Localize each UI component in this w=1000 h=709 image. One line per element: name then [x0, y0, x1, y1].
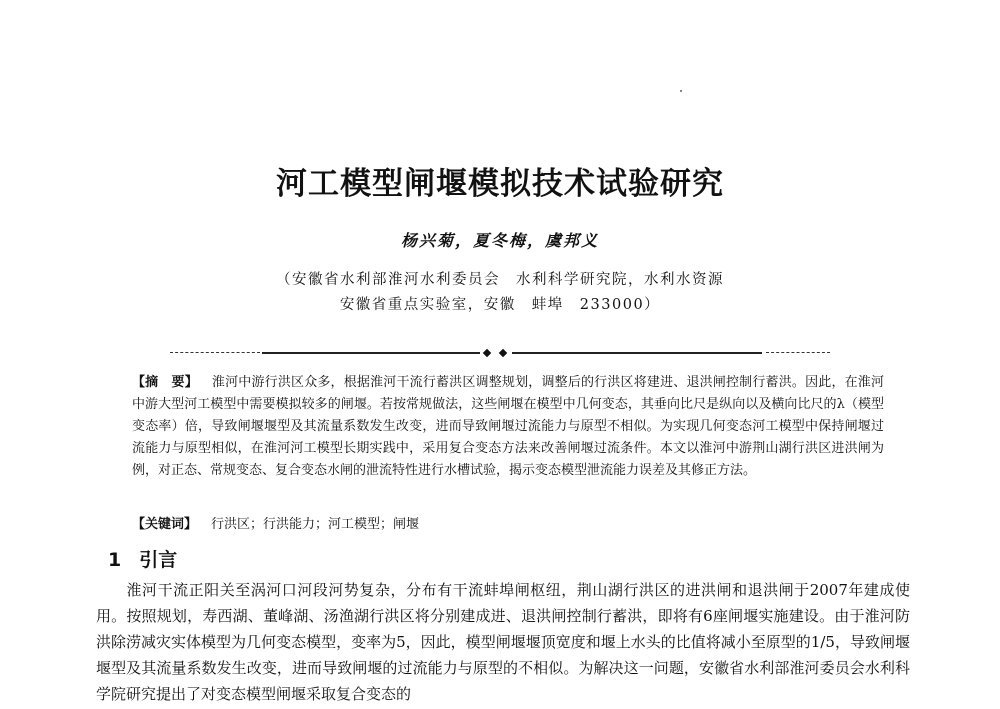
section-number: 1 [108, 549, 122, 571]
abstract-text: 淮河中游行洪区众多，根据淮河干流行蓄洪区调整规划，调整后的行洪区将建进、退洪闸控制行蓄洪。因此，在淮河中游大型河工模型中需要模拟较多的闸堰。若按常规做法，这些闸堰在模型中几何变态，其垂向比尺是纵向以及横向比尺的λ（模型变态率）倍，导致闸堰堰型及其流量系数发生改变，进而导致闸堰过流能力与原型不相似。为实现几何变态河工模型中保持闸堰过流能力与原型相似，在淮河河工模型长期实践中，采用复合变态方法来改善闸堰过流条件。本文以淮河中游荆山湖行洪区进洪闸为例，对正态、常规变态、复合变态水闸的泄流特性进行水槽试验，揭示变态模型泄流能力误差及其修正方法。 [132, 375, 884, 478]
affiliation-line-2: 安徽省重点实验室，安徽 蚌埠 233000） [339, 297, 661, 313]
abstract [132, 372, 884, 482]
ornamental-divider [170, 350, 830, 356]
affiliation-line-1: （安徽省水利部淮河水利委员会 水利科学研究院，水利水资源 [276, 272, 724, 288]
section-title: 引言 [139, 549, 178, 571]
section-heading [108, 545, 177, 572]
body-paragraph [96, 577, 910, 707]
keywords-label: 【关键词】 [132, 517, 198, 532]
paper-title: 河工模型闸堰模拟技术试验研究 [276, 166, 724, 202]
keywords [132, 514, 884, 536]
body-paragraph-text: 淮河干流正阳关至涡河口河段河势复杂，分布有干流蚌埠闸枢纽，荆山湖行洪区的进洪闸和退洪闸于2007年建成使用。按照规划，寿西湖、董峰湖、汤渔湖行洪区将分别建成进、退洪闸控制行蓄洪，即将有6座闸堰实施建设。由于淮河防洪除涝减灾实体模型为几何变态模型，变率为5，因此，模型闸堰堰顶宽度和堰上水头的比值将减小至原型的1/5，导致闸堰堰型及其流量系数发生改变，进而导致闸堰的过流能力与原型的不相似。为解决这一问题，安徽省水利部淮河委员会水利科学院研究提出了对变态模型闸堰采取复合变态的 [96, 581, 910, 703]
keywords-text: 行洪区；行洪能力；河工模型；闸堰 [211, 517, 420, 532]
paper-authors: 杨兴菊，夏冬梅，虞邦义 [400, 231, 599, 250]
scan-speck [680, 90, 682, 92]
abstract-label: 【摘 要】 [132, 375, 198, 390]
